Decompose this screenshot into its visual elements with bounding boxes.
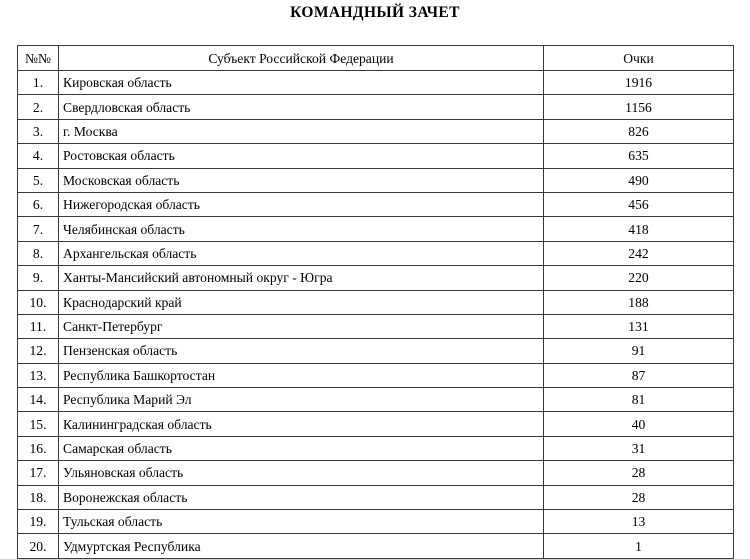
cell-subject: Удмуртская Республика xyxy=(59,534,544,558)
cell-points: 826 xyxy=(544,119,734,143)
table-row xyxy=(18,363,734,387)
page-title: КОМАНДНЫЙ ЗАЧЕТ xyxy=(290,4,460,21)
table-row xyxy=(18,192,734,216)
table-row xyxy=(18,461,734,485)
table-row xyxy=(18,339,734,363)
cell-rank: 8. xyxy=(18,241,59,265)
cell-rank: 14. xyxy=(18,388,59,412)
cell-subject: Самарская область xyxy=(59,436,544,460)
cell-subject: Ульяновская область xyxy=(59,461,544,485)
table-row xyxy=(18,266,734,290)
cell-rank: 20. xyxy=(18,534,59,558)
cell-points: 490 xyxy=(544,168,734,192)
cell-points: 220 xyxy=(544,266,734,290)
cell-points: 242 xyxy=(544,241,734,265)
cell-rank: 16. xyxy=(18,436,59,460)
table-row xyxy=(18,290,734,314)
cell-subject: г. Москва xyxy=(59,119,544,143)
cell-points: 40 xyxy=(544,412,734,436)
cell-rank: 7. xyxy=(18,217,59,241)
table-row xyxy=(18,168,734,192)
cell-subject: Ханты-Мансийский автономный округ - Югра xyxy=(59,266,544,290)
column-header-rank: №№ xyxy=(18,46,59,71)
cell-points: 635 xyxy=(544,144,734,168)
column-header-points: Очки xyxy=(544,46,734,71)
cell-subject: Пензенская область xyxy=(59,339,544,363)
table-row xyxy=(18,510,734,534)
cell-rank: 5. xyxy=(18,168,59,192)
cell-subject: Республика Башкортостан xyxy=(59,363,544,387)
cell-points: 91 xyxy=(544,339,734,363)
table-row xyxy=(18,119,734,143)
cell-points: 31 xyxy=(544,436,734,460)
cell-subject: Кировская область xyxy=(59,71,544,95)
table-row xyxy=(18,412,734,436)
cell-points: 418 xyxy=(544,217,734,241)
table-row xyxy=(18,314,734,338)
cell-points: 81 xyxy=(544,388,734,412)
cell-points: 87 xyxy=(544,363,734,387)
cell-subject: Краснодарский край xyxy=(59,290,544,314)
table-row xyxy=(18,71,734,95)
cell-subject: Нижегородская область xyxy=(59,192,544,216)
cell-points: 1916 xyxy=(544,71,734,95)
cell-subject: Свердловская область xyxy=(59,95,544,119)
cell-rank: 1. xyxy=(18,71,59,95)
cell-subject: Ростовская область xyxy=(59,144,544,168)
cell-subject: Московская область xyxy=(59,168,544,192)
cell-rank: 3. xyxy=(18,119,59,143)
cell-rank: 17. xyxy=(18,461,59,485)
table-body xyxy=(18,71,734,559)
cell-rank: 15. xyxy=(18,412,59,436)
table-row xyxy=(18,95,734,119)
table-header-row xyxy=(18,46,734,71)
cell-subject: Республика Марий Эл xyxy=(59,388,544,412)
cell-points: 1 xyxy=(544,534,734,558)
cell-rank: 4. xyxy=(18,144,59,168)
table-row xyxy=(18,217,734,241)
cell-subject: Челябинская область xyxy=(59,217,544,241)
cell-points: 188 xyxy=(544,290,734,314)
standings-table xyxy=(17,45,734,559)
cell-rank: 9. xyxy=(18,266,59,290)
table-row xyxy=(18,436,734,460)
cell-points: 456 xyxy=(544,192,734,216)
cell-rank: 19. xyxy=(18,510,59,534)
cell-subject: Архангельская область xyxy=(59,241,544,265)
table-row xyxy=(18,534,734,558)
table-row xyxy=(18,485,734,509)
cell-rank: 11. xyxy=(18,314,59,338)
cell-rank: 18. xyxy=(18,485,59,509)
cell-subject: Тульская область xyxy=(59,510,544,534)
cell-rank: 2. xyxy=(18,95,59,119)
table-row xyxy=(18,144,734,168)
table-header xyxy=(18,46,734,71)
cell-subject: Воронежская область xyxy=(59,485,544,509)
cell-points: 28 xyxy=(544,461,734,485)
cell-rank: 13. xyxy=(18,363,59,387)
table-row xyxy=(18,241,734,265)
cell-rank: 10. xyxy=(18,290,59,314)
cell-rank: 12. xyxy=(18,339,59,363)
standings-table-container xyxy=(17,45,733,559)
cell-subject: Санкт-Петербург xyxy=(59,314,544,338)
cell-subject: Калининградская область xyxy=(59,412,544,436)
cell-points: 13 xyxy=(544,510,734,534)
cell-points: 131 xyxy=(544,314,734,338)
column-header-subject: Субъект Российской Федерации xyxy=(59,46,544,71)
cell-points: 1156 xyxy=(544,95,734,119)
cell-rank: 6. xyxy=(18,192,59,216)
table-row xyxy=(18,388,734,412)
cell-points: 28 xyxy=(544,485,734,509)
